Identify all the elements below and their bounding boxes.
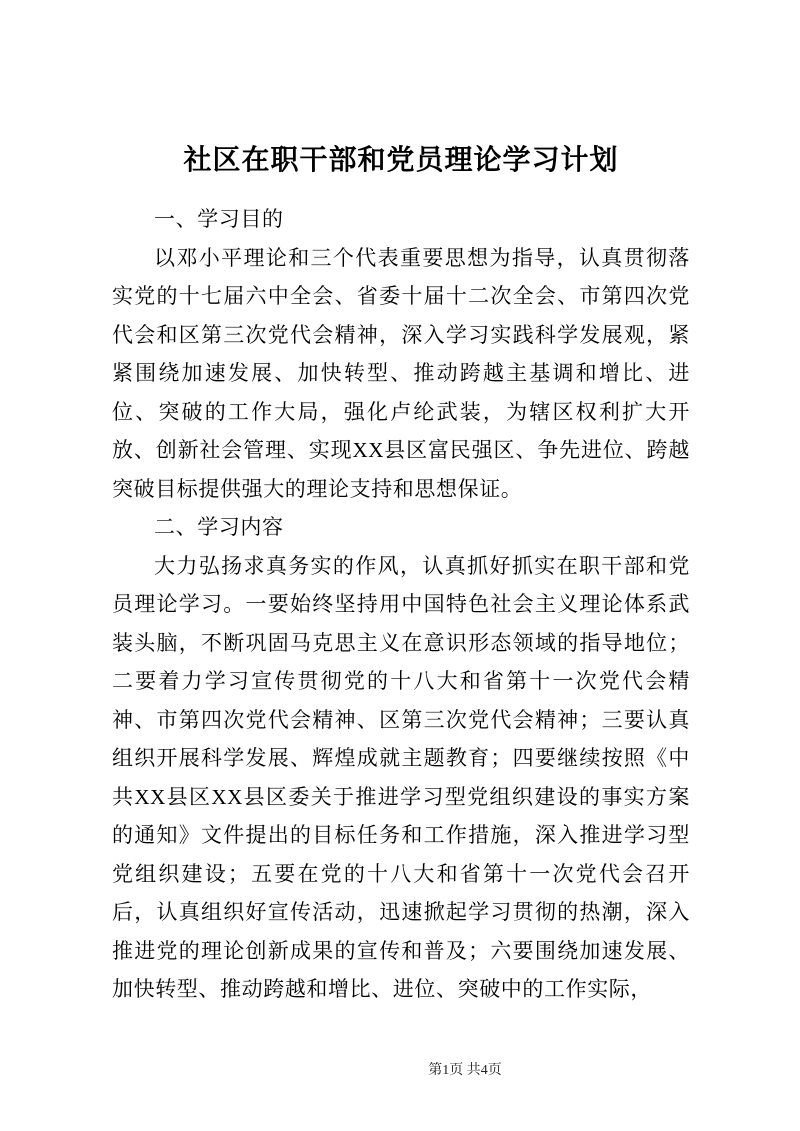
- page-number: 第1页 共4页: [428, 1063, 502, 1078]
- section-heading-study-content: 二、学习内容: [154, 515, 284, 539]
- paragraph-study-purpose: 以邓小平理论和三个代表重要思想为指导，认真贯彻落实党的十七届六中全会、省委十届十二次全会、市第四次党代会和区第三次党代会精神，深入学习实践科学发展观，紧紧围绕加速发展、加快转型、推动跨越主基调和增比、进位、突破的工作大局，强化卢纶武装，为辖区权利扩大开放、创新社会管理、实现XX县区富民强区、争先进位、跨越突破目标提供强大的理论支持和思想保证。: [112, 245, 690, 501]
- page-footer: [428, 1059, 502, 1079]
- document-title: 社区在职干部和党员理论学习计划: [183, 145, 619, 176]
- section-heading-study-purpose: 一、学习目的: [154, 207, 284, 231]
- paragraph-study-content: 大力弘扬求真务实的作风，认真抓好抓实在职干部和党员理论学习。一要始终坚持用中国特色社会主义理论体系武装头脑，不断巩固马克思主义在意识形态领域的指导地位；二要着力学习宣传贯彻党的十八大和省第十一次党代会精神、市第四次党代会精神、区第三次党代会精神；三要认真组织开展科学发展、辉煌成就主题教育；四要继续按照《中共XX县区XX县区委关于推进学习型党组织建设的事实方案的通知》文件提出的目标任务和工作措施，深入推进学习型党组织建设；五要在党的十八大和省第十一次党代会召开后，认真组织好宣传活动，迅速掀起学习贯彻的热潮，深入推进党的理论创新成果的宣传和普及；六要围绕加速发展、加快转型、推动跨越和增比、进位、突破中的工作实际，: [112, 553, 690, 1001]
